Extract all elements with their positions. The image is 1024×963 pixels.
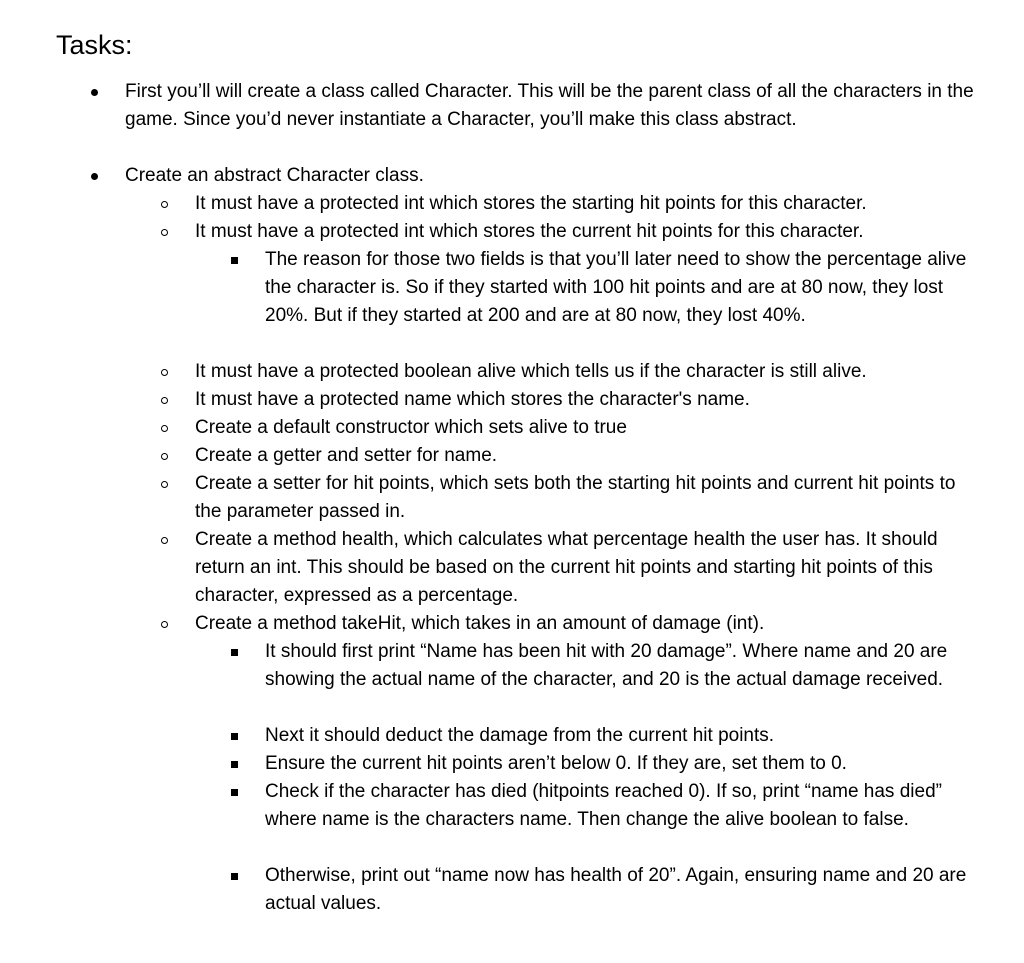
list-item: It must have a protected name which stores the character's name. [195, 389, 750, 410]
bullet-disc [91, 89, 98, 96]
bullet-square [231, 733, 238, 740]
bullet-circle [161, 621, 168, 628]
list-item: It must have a protected boolean alive which tells us if the character is still alive. [195, 361, 867, 382]
page-title: Tasks: [56, 30, 133, 60]
list-item: It should first print “Name has been hit with 20 damage”. Where name and 20 are showing the actual name of the character, and 20 is the actual damage received. [265, 641, 948, 690]
bullet-circle [161, 425, 168, 432]
bullet-square [231, 257, 238, 264]
bullet-disc [91, 173, 98, 180]
bullet-square [231, 789, 238, 796]
list-item: Create a getter and setter for name. [195, 445, 498, 466]
bullet-circle [161, 397, 168, 404]
list-item: It must have a protected int which stores the current hit points for this character. [195, 221, 864, 242]
list-item: Create a method health, which calculates what percentage health the user has. It should return an int. This should be based on the current hit points and starting hit points of this character, expressed as a percentage. [195, 529, 938, 606]
list-item: Create a default constructor which sets alive to true [195, 417, 627, 438]
list-item: Check if the character has died (hitpoints reached 0). If so, print “name has died” where name is the characters name. Then change the alive boolean to false. [265, 781, 942, 830]
list-item: Create a method takeHit, which takes in an amount of damage (int). [195, 613, 765, 634]
list-item: First you’ll will create a class called Character. This will be the parent class of all the characters in the game. Since you’d never instantiate a Character, you’ll make this class abstract. [125, 81, 974, 130]
list-item: Next it should deduct the damage from the current hit points. [265, 725, 775, 746]
list-item: The reason for those two fields is that you’ll later need to show the percentage alive the character is. So if they started with 100 hit points and are at 80 now, they lost 20%. But if they started at 200 and are at 80 now, they lost 40%. [265, 249, 967, 326]
bullet-circle [161, 481, 168, 488]
bullet-circle [161, 453, 168, 460]
bullet-square [231, 649, 238, 656]
bullet-circle [161, 369, 168, 376]
bullet-circle [161, 537, 168, 544]
bullet-square [231, 761, 238, 768]
list-item: Ensure the current hit points aren’t below 0. If they are, set them to 0. [265, 753, 847, 774]
bullet-square [231, 873, 238, 880]
list-item: Create a setter for hit points, which sets both the starting hit points and current hit points to the parameter passed in. [195, 473, 956, 522]
list-item: Otherwise, print out “name now has health of 20”. Again, ensuring name and 20 are actual values. [265, 865, 967, 914]
bullet-circle [161, 201, 168, 208]
list-item: It must have a protected int which stores the starting hit points for this character. [195, 193, 867, 214]
bullet-circle [161, 229, 168, 236]
list-item: Create an abstract Character class. [125, 165, 424, 186]
